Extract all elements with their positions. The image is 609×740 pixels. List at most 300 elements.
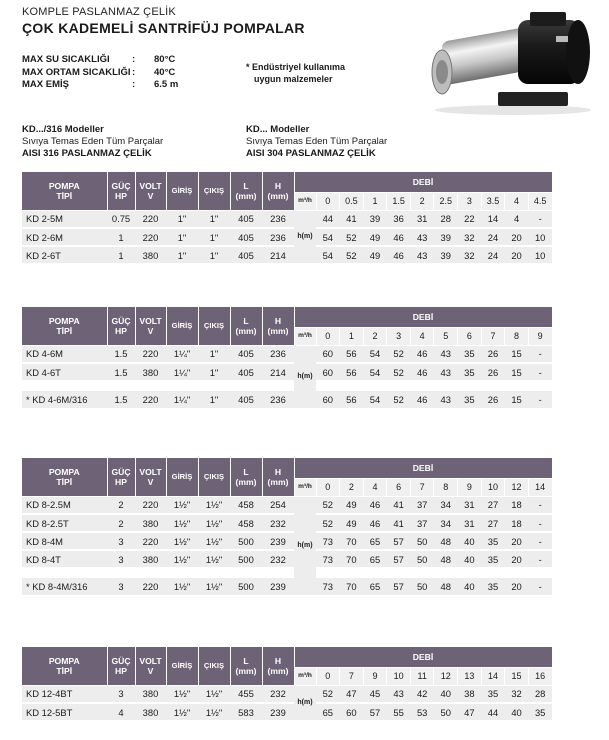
cell-head: 24 xyxy=(481,246,505,264)
col-cikis xyxy=(198,647,230,685)
spec-key: MAX ORTAM SICAKLIĞI xyxy=(22,66,131,78)
cell-head: 52 xyxy=(340,246,364,264)
col-volt xyxy=(135,458,166,496)
cell-volt: 220 xyxy=(135,210,166,228)
cell-head: 35 xyxy=(481,550,505,568)
cell-in: 1" xyxy=(166,246,198,264)
cell-head: 56 xyxy=(340,363,364,381)
cell-model: KD 8-4T xyxy=(22,550,107,568)
cell-l: 500 xyxy=(230,550,262,568)
col-label-hp: HP xyxy=(115,190,127,201)
cell-in: 1½" xyxy=(166,514,198,532)
cell-h: 239 xyxy=(262,532,294,550)
spec-row: MAX EMİŞ : 6.5 m xyxy=(22,79,179,90)
cell-l: 455 xyxy=(230,685,262,703)
flow-header: 1 xyxy=(340,327,364,345)
table-row xyxy=(22,345,552,363)
cell-head: 56 xyxy=(340,391,364,409)
col-label-mm: (mm) xyxy=(267,665,289,676)
cell-head: 50 xyxy=(410,532,434,550)
cell-head: 46 xyxy=(410,363,434,381)
cell-head: 49 xyxy=(363,228,387,246)
flow-header: 1.5 xyxy=(387,192,411,210)
cell-volt: 220 xyxy=(135,345,166,363)
cell-h: 236 xyxy=(262,228,294,246)
cell-head: 10 xyxy=(528,228,552,246)
col-label-hp: HP xyxy=(115,325,127,336)
cell-hp: 3 xyxy=(107,685,135,703)
hm-label: h(m) xyxy=(294,685,316,721)
cell-head: 34 xyxy=(434,496,458,514)
cell-l: 405 xyxy=(230,391,262,409)
col-l xyxy=(230,458,262,496)
hm-label: h(m) xyxy=(294,210,316,264)
cell-volt: 380 xyxy=(135,514,166,532)
col-label-m3h: m³/h xyxy=(298,197,312,204)
cell-head: 44 xyxy=(316,210,340,228)
col-label-giris: GİRİŞ xyxy=(171,660,193,670)
cell-model: KD 8-4M xyxy=(22,532,107,550)
col-label-tipi: TİPİ xyxy=(56,665,73,676)
cell-head: 39 xyxy=(363,210,387,228)
col-label-pompa: POMPA xyxy=(48,655,80,666)
cell-h: 236 xyxy=(262,391,294,409)
spec-key: MAX EMİŞ xyxy=(22,79,69,90)
cell-head: 60 xyxy=(316,345,340,363)
cell-head: 54 xyxy=(363,391,387,409)
flow-header: 3 xyxy=(458,192,482,210)
cell-head: 47 xyxy=(340,685,364,703)
col-guc xyxy=(107,647,135,685)
col-label-debi: DEBİ xyxy=(412,651,434,662)
cell-head: 22 xyxy=(458,210,482,228)
flow-header: 0 xyxy=(316,192,340,210)
pump-table-2 xyxy=(22,307,552,410)
flow-header: 12 xyxy=(434,667,458,685)
col-label-mm: (mm) xyxy=(235,665,257,676)
cell-out: 1" xyxy=(198,228,230,246)
cell-volt: 220 xyxy=(135,391,166,409)
col-label-v: V xyxy=(147,476,154,487)
cell-head: 43 xyxy=(410,228,434,246)
models-304-desc: Sıvıya Temas Eden Tüm Parçalar xyxy=(246,136,388,147)
cell-head: 73 xyxy=(316,550,340,568)
cell-head: 20 xyxy=(505,532,529,550)
col-m3h xyxy=(294,192,316,210)
cell-head: 48 xyxy=(434,532,458,550)
cell-head: - xyxy=(528,210,552,228)
spec-value: 80°C xyxy=(154,54,176,65)
cell-head: 38 xyxy=(458,685,482,703)
flow-header: 2.5 xyxy=(434,192,458,210)
models-316-title: KD.../316 Modeller xyxy=(22,124,104,135)
cell-in: 1" xyxy=(166,228,198,246)
cell-head: 41 xyxy=(387,496,411,514)
col-m3h xyxy=(294,327,316,345)
cell-out: 1" xyxy=(198,391,230,409)
table-row xyxy=(22,578,552,596)
col-label-h: H xyxy=(274,315,282,326)
flow-header: 4 xyxy=(363,478,387,496)
cell-hp: 4 xyxy=(107,703,135,721)
cell-volt: 380 xyxy=(135,685,166,703)
cell-head: 54 xyxy=(316,246,340,264)
cell-head: 45 xyxy=(363,685,387,703)
cell-out: 1½" xyxy=(198,703,230,721)
flow-header: 4.5 xyxy=(528,192,552,210)
table-row xyxy=(22,703,552,721)
cell-head: 39 xyxy=(434,228,458,246)
spec-list xyxy=(22,54,178,92)
col-label-debi: DEBİ xyxy=(412,462,434,473)
cell-head: 10 xyxy=(528,246,552,264)
cell-head: 40 xyxy=(458,578,482,596)
cell-head: 40 xyxy=(434,685,458,703)
col-label-guc: GÜÇ xyxy=(111,315,131,326)
note-line: * Endüstriyel kullanıma xyxy=(246,62,346,72)
col-cikis xyxy=(198,458,230,496)
col-pompa-tipi xyxy=(22,458,107,496)
cell-head: 43 xyxy=(410,246,434,264)
flow-header: 4 xyxy=(505,192,529,210)
col-volt xyxy=(135,307,166,345)
cell-hp: 0.75 xyxy=(107,210,135,228)
cell-volt: 380 xyxy=(135,246,166,264)
col-giris xyxy=(166,647,198,685)
col-label-pompa: POMPA xyxy=(48,466,80,477)
cell-hp: 2 xyxy=(107,496,135,514)
cell-in: 1¼" xyxy=(166,363,198,381)
cell-head: 52 xyxy=(316,496,340,514)
cell-head: 31 xyxy=(410,210,434,228)
col-label-debi: DEBİ xyxy=(412,311,434,322)
cell-head: 54 xyxy=(363,345,387,363)
cell-head: 20 xyxy=(505,578,529,596)
col-label-guc: GÜÇ xyxy=(111,180,131,191)
cell-l: 405 xyxy=(230,345,262,363)
cell-head: 20 xyxy=(505,246,529,264)
cell-head: 50 xyxy=(434,703,458,721)
cell-head: 52 xyxy=(340,228,364,246)
table-row xyxy=(22,685,552,703)
flow-header: 9 xyxy=(458,478,482,496)
cell-head: 15 xyxy=(505,345,529,363)
col-label-guc: GÜÇ xyxy=(111,466,131,477)
cell-head: 46 xyxy=(387,228,411,246)
cell-head: 52 xyxy=(316,685,340,703)
cell-head: 65 xyxy=(316,703,340,721)
table-row xyxy=(22,496,552,514)
col-label-volt: VOLT xyxy=(139,180,162,191)
col-label-h: H xyxy=(274,655,282,666)
cell-head: 44 xyxy=(481,703,505,721)
col-label-pompa: POMPA xyxy=(48,180,80,191)
col-m3h xyxy=(294,667,316,685)
cell-head: 43 xyxy=(434,363,458,381)
cell-head: 46 xyxy=(410,391,434,409)
col-label-v: V xyxy=(147,190,154,201)
hm-label: h(m) xyxy=(294,496,316,596)
col-label-giris: GİRİŞ xyxy=(171,320,193,330)
cell-head: 36 xyxy=(387,210,411,228)
flow-header: 0 xyxy=(316,478,340,496)
cell-h: 239 xyxy=(262,703,294,721)
note-line: uygun malzemeler xyxy=(254,74,333,84)
models-304-title: KD... Modeller xyxy=(246,124,310,135)
models-316-desc: Sıvıya Temas Eden Tüm Parçalar xyxy=(22,136,164,147)
col-pompa-tipi xyxy=(22,172,107,210)
spec-row: MAX SU SICAKLIĞI : 80°C xyxy=(22,54,176,65)
cell-l: 583 xyxy=(230,703,262,721)
col-volt xyxy=(135,172,166,210)
cell-head: 43 xyxy=(434,345,458,363)
cell-out: 1" xyxy=(198,345,230,363)
cell-head: 35 xyxy=(458,363,482,381)
cell-l: 405 xyxy=(230,246,262,264)
col-pompa-tipi xyxy=(22,647,107,685)
cell-model: * KD 8-4M/316 xyxy=(22,578,107,596)
cell-head: - xyxy=(528,532,552,550)
cell-head: 14 xyxy=(481,210,505,228)
cell-h: 239 xyxy=(262,578,294,596)
col-label-guc: GÜÇ xyxy=(111,655,131,666)
cell-head: 57 xyxy=(387,532,411,550)
flow-header: 2 xyxy=(340,478,364,496)
cell-head: 65 xyxy=(363,578,387,596)
col-giris xyxy=(166,307,198,345)
cell-hp: 1 xyxy=(107,246,135,264)
pump-image xyxy=(418,6,598,118)
cell-head: 49 xyxy=(363,246,387,264)
col-label-m3h: m³/h xyxy=(298,332,312,339)
cell-h: 232 xyxy=(262,514,294,532)
col-giris xyxy=(166,458,198,496)
cell-out: 1½" xyxy=(198,496,230,514)
cell-l: 500 xyxy=(230,532,262,550)
cell-head: 57 xyxy=(363,703,387,721)
cell-head: 42 xyxy=(410,685,434,703)
cell-head: 56 xyxy=(340,345,364,363)
cell-in: 1½" xyxy=(166,703,198,721)
cell-head: 60 xyxy=(316,363,340,381)
cell-model: KD 4-6M xyxy=(22,345,107,363)
cell-head: 20 xyxy=(505,550,529,568)
cell-h: 254 xyxy=(262,496,294,514)
flow-header: 0 xyxy=(316,327,340,345)
cell-out: 1½" xyxy=(198,550,230,568)
cell-head: 20 xyxy=(505,228,529,246)
table-row xyxy=(22,210,552,228)
cell-out: 1½" xyxy=(198,532,230,550)
models-304 xyxy=(246,124,387,160)
industrial-note xyxy=(246,61,345,85)
flow-header: 10 xyxy=(387,667,411,685)
cell-head: 52 xyxy=(387,363,411,381)
flow-header: 7 xyxy=(340,667,364,685)
cell-head: 46 xyxy=(387,246,411,264)
pump-table-1 xyxy=(22,172,553,265)
cell-head: 54 xyxy=(316,228,340,246)
col-debi xyxy=(294,458,552,478)
cell-head: 32 xyxy=(505,685,529,703)
cell-model: KD 12-5BT xyxy=(22,703,107,721)
col-label-hp: HP xyxy=(115,476,127,487)
cell-out: 1½" xyxy=(198,514,230,532)
flow-header: 6 xyxy=(458,327,482,345)
cell-head: 65 xyxy=(363,550,387,568)
cell-l: 500 xyxy=(230,578,262,596)
col-label-l: L xyxy=(243,655,249,666)
catalog-title: ÇOK KADEMELİ SANTRİFÜJ POMPALAR xyxy=(22,20,305,36)
hm-label: h(m) xyxy=(294,345,316,409)
flow-header: 12 xyxy=(505,478,529,496)
cell-volt: 220 xyxy=(135,496,166,514)
cell-model: KD 4-6T xyxy=(22,363,107,381)
cell-head: 26 xyxy=(481,391,505,409)
cell-head: 35 xyxy=(481,578,505,596)
cell-head: 49 xyxy=(340,496,364,514)
cell-head: 46 xyxy=(363,496,387,514)
spec-value: 40°C xyxy=(154,66,176,78)
cell-head: 48 xyxy=(434,578,458,596)
col-label-tipi: TİPİ xyxy=(56,190,73,201)
cell-volt: 380 xyxy=(135,363,166,381)
cell-head: 28 xyxy=(434,210,458,228)
cell-head: 26 xyxy=(481,345,505,363)
cell-head: 40 xyxy=(458,550,482,568)
table-row xyxy=(22,391,552,409)
cell-head: 43 xyxy=(434,391,458,409)
flow-header: 0 xyxy=(316,667,340,685)
cell-head: 70 xyxy=(340,550,364,568)
col-guc xyxy=(107,172,135,210)
col-label-volt: VOLT xyxy=(139,655,162,666)
cell-head: 52 xyxy=(316,514,340,532)
table-row xyxy=(22,550,552,568)
col-volt xyxy=(135,647,166,685)
spec-value: 6.5 m xyxy=(154,79,179,90)
cell-in: 1" xyxy=(166,210,198,228)
cell-l: 405 xyxy=(230,363,262,381)
col-label-l: L xyxy=(243,180,249,191)
cell-head: 24 xyxy=(481,228,505,246)
cell-hp: 1.5 xyxy=(107,363,135,381)
col-label-l: L xyxy=(243,466,249,477)
models-304-material: AISI 304 PASLANMAZ ÇELİK xyxy=(246,148,376,159)
cell-out: 1½" xyxy=(198,685,230,703)
col-label-h: H xyxy=(274,180,282,191)
cell-model: * KD 4-6M/316 xyxy=(22,391,107,409)
cell-head: 57 xyxy=(387,550,411,568)
cell-head: 37 xyxy=(410,496,434,514)
col-m3h xyxy=(294,478,316,496)
flow-header: 2 xyxy=(410,192,434,210)
table-gap xyxy=(22,381,552,391)
cell-hp: 3 xyxy=(107,578,135,596)
cell-out: 1" xyxy=(198,246,230,264)
flow-header: 10 xyxy=(481,478,505,496)
cell-head: 41 xyxy=(387,514,411,532)
table-row xyxy=(22,228,552,246)
pump-table-4 xyxy=(22,647,553,722)
table-gap xyxy=(22,568,552,578)
cell-model: KD 2-6T xyxy=(22,246,107,264)
cell-in: 1¼" xyxy=(166,345,198,363)
cell-model: KD 12-4BT xyxy=(22,685,107,703)
col-label-cikis: ÇIKIŞ xyxy=(203,471,225,481)
cell-head: 34 xyxy=(434,514,458,532)
table-row xyxy=(22,532,552,550)
cell-head: 57 xyxy=(387,578,411,596)
cell-head: 15 xyxy=(505,391,529,409)
cell-h: 214 xyxy=(262,246,294,264)
cell-hp: 1.5 xyxy=(107,391,135,409)
col-label-v: V xyxy=(147,325,154,336)
cell-head: 60 xyxy=(316,391,340,409)
col-label-giris: GİRİŞ xyxy=(171,185,193,195)
cell-hp: 1 xyxy=(107,228,135,246)
col-label-pompa: POMPA xyxy=(48,315,80,326)
cell-in: 1½" xyxy=(166,496,198,514)
cell-head: 70 xyxy=(340,578,364,596)
flow-header: 14 xyxy=(528,478,552,496)
cell-head: 35 xyxy=(458,345,482,363)
flow-header: 7 xyxy=(481,327,505,345)
cell-head: 60 xyxy=(340,703,364,721)
cell-head: 18 xyxy=(505,514,529,532)
cell-h: 232 xyxy=(262,550,294,568)
cell-head: 46 xyxy=(363,514,387,532)
catalog-subtitle: KOMPLE PASLANMAZ ÇELİK xyxy=(22,6,176,18)
cell-head: - xyxy=(528,391,552,409)
flow-header: 6 xyxy=(387,478,411,496)
flow-header: 14 xyxy=(481,667,505,685)
cell-head: 35 xyxy=(528,703,552,721)
cell-volt: 380 xyxy=(135,703,166,721)
cell-in: 1¼" xyxy=(166,391,198,409)
cell-head: 43 xyxy=(387,685,411,703)
cell-out: 1" xyxy=(198,363,230,381)
col-label-hp: HP xyxy=(115,665,127,676)
cell-head: 55 xyxy=(387,703,411,721)
col-label-giris: GİRİŞ xyxy=(171,471,193,481)
cell-head: 54 xyxy=(363,363,387,381)
col-giris xyxy=(166,172,198,210)
cell-head: 4 xyxy=(505,210,529,228)
cell-head: 73 xyxy=(316,532,340,550)
cell-l: 458 xyxy=(230,496,262,514)
table-row xyxy=(22,363,552,381)
flow-header: 8 xyxy=(434,478,458,496)
col-guc xyxy=(107,458,135,496)
col-cikis xyxy=(198,172,230,210)
col-h xyxy=(262,172,294,210)
flow-header: 5 xyxy=(434,327,458,345)
cell-head: 31 xyxy=(458,514,482,532)
cell-h: 232 xyxy=(262,685,294,703)
col-label-m3h: m³/h xyxy=(298,672,312,679)
cell-model: KD 8-2.5M xyxy=(22,496,107,514)
col-label-mm: (mm) xyxy=(235,325,257,336)
cell-head: 52 xyxy=(387,345,411,363)
cell-head: 40 xyxy=(458,532,482,550)
cell-volt: 220 xyxy=(135,532,166,550)
models-316 xyxy=(22,124,163,160)
col-debi xyxy=(294,172,552,192)
cell-head: - xyxy=(528,550,552,568)
col-label-v: V xyxy=(147,665,154,676)
cell-head: 46 xyxy=(410,345,434,363)
